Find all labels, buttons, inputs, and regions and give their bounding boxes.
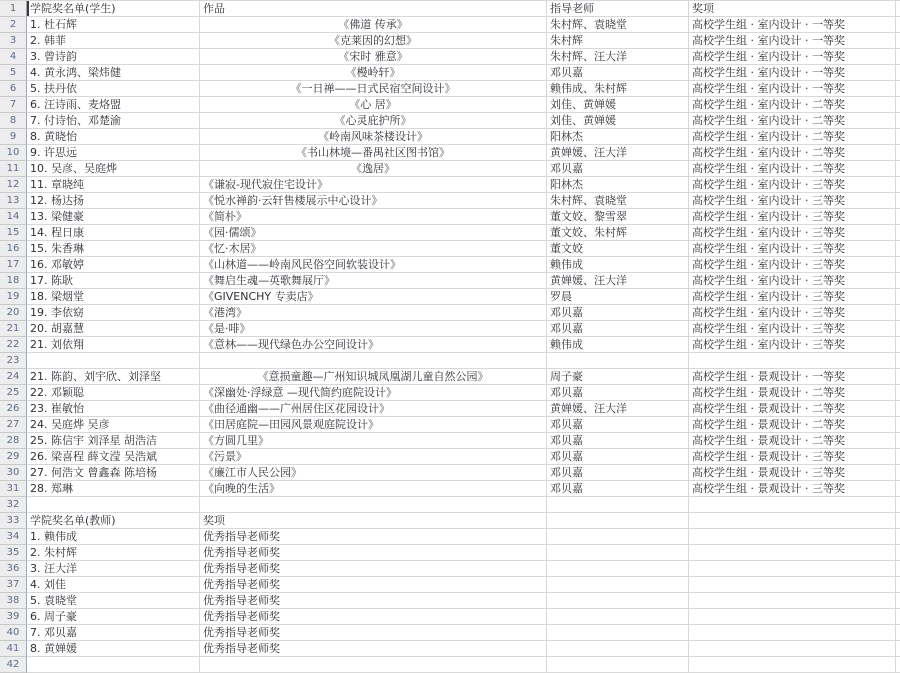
cell-B30[interactable]: 《廉江市人民公园》 [200,465,547,481]
grid-row [0,257,900,273]
row-header-27[interactable]: 27 [0,417,27,433]
grid-row [0,609,900,625]
cell-D3[interactable]: 高校学生组 · 室内设计 · 一等奖 [689,33,896,49]
cell-B19[interactable]: 《GIVENCHY 专卖店》 [200,289,547,305]
cell-E35[interactable] [896,545,900,561]
row-header-15[interactable]: 15 [0,225,27,241]
cell-E30[interactable] [896,465,900,481]
cell-B28[interactable]: 《方圆几里》 [200,433,547,449]
cell-E6[interactable] [896,81,900,97]
cell-C37[interactable] [547,577,689,593]
cell-B21[interactable]: 《是·啡》 [200,321,547,337]
cell-C39[interactable] [547,609,689,625]
cell-D19[interactable]: 高校学生组 · 室内设计 · 三等奖 [689,289,896,305]
cell-A42[interactable] [27,657,200,673]
cell-A20[interactable]: 19. 李依窈 [27,305,200,321]
row-header-13[interactable]: 13 [0,193,27,209]
grid-row [0,337,900,353]
cell-C41[interactable] [547,641,689,657]
cell-B15[interactable]: 《园·儒颂》 [200,225,547,241]
cell-E4[interactable] [896,49,900,65]
cell-C26[interactable]: 黄婵媛、汪大洋 [547,401,689,417]
cell-D27[interactable]: 高校学生组 · 景观设计 · 二等奖 [689,417,896,433]
cell-A6[interactable]: 5. 扶丹依 [27,81,200,97]
cell-A40[interactable]: 7. 邓贝嘉 [27,625,200,641]
cell-D16[interactable]: 高校学生组 · 室内设计 · 三等奖 [689,241,896,257]
row-header-9[interactable]: 9 [0,129,27,145]
cell-B41[interactable]: 优秀指导老师奖 [200,641,547,657]
cell-D22[interactable]: 高校学生组 · 室内设计 · 三等奖 [689,337,896,353]
cell-C3[interactable]: 朱村辉 [547,33,689,49]
cell-E42[interactable] [896,657,900,673]
cell-C30[interactable]: 邓贝嘉 [547,465,689,481]
cell-D21[interactable]: 高校学生组 · 室内设计 · 三等奖 [689,321,896,337]
cell-A28[interactable]: 25. 陈信宇 刘泽星 胡浩洁 [27,433,200,449]
grid-row [0,177,900,193]
grid-row [0,273,900,289]
cell-D12[interactable]: 高校学生组 · 室内设计 · 三等奖 [689,177,896,193]
cell-C2[interactable]: 朱村辉、袁晓堂 [547,17,689,33]
cell-B4[interactable]: 《宋时 雅意》 [200,49,547,65]
row-header-42[interactable]: 42 [0,657,27,673]
cell-B25[interactable]: 《深幽处·浮绿意 —现代简约庭院设计》 [200,385,547,401]
grid-row [0,49,900,65]
row-header-3[interactable]: 3 [0,33,27,49]
cell-C18[interactable]: 黄婵媛、汪大洋 [547,273,689,289]
cell-A12[interactable]: 11. 章晓纯 [27,177,200,193]
cell-C14[interactable]: 董文姣、黎雪翠 [547,209,689,225]
cell-E18[interactable] [896,273,900,289]
cell-E33[interactable] [896,513,900,529]
row-header-38[interactable]: 38 [0,593,27,609]
cell-C5[interactable]: 邓贝嘉 [547,65,689,81]
grid-row [0,161,900,177]
grid-row [0,113,900,129]
cell-D9[interactable]: 高校学生组 · 室内设计 · 二等奖 [689,129,896,145]
row-header-11[interactable]: 11 [0,161,27,177]
row-header-10[interactable]: 10 [0,145,27,161]
cell-B23[interactable] [200,353,547,369]
grid-row [0,1,900,17]
cell-D17[interactable]: 高校学生组 · 室内设计 · 三等奖 [689,257,896,273]
grid-row [0,97,900,113]
cell-E8[interactable] [896,113,900,129]
cell-E3[interactable] [896,33,900,49]
cell-B13[interactable]: 《悦水禅韵·云轩售楼展示中心设计》 [200,193,547,209]
cell-B7[interactable]: 《心 居》 [200,97,547,113]
cell-D25[interactable]: 高校学生组 · 景观设计 · 二等奖 [689,385,896,401]
cell-B36[interactable]: 优秀指导老师奖 [200,561,547,577]
cell-B6[interactable]: 《一日禅——日式民宿空间设计》 [200,81,547,97]
cell-C36[interactable] [547,561,689,577]
cell-A23[interactable] [27,353,200,369]
cell-A27[interactable]: 24. 吴庭烨 吴彦 [27,417,200,433]
row-header-34[interactable]: 34 [0,529,27,545]
grid-row [0,481,900,497]
cell-D1[interactable]: 奖项 [689,1,896,17]
cell-A34[interactable]: 1. 赖伟成 [27,529,200,545]
cell-D6[interactable]: 高校学生组 · 室内设计 · 一等奖 [689,81,896,97]
grid-row [0,193,900,209]
cell-C42[interactable] [547,657,689,673]
row-header-7[interactable]: 7 [0,97,27,113]
grid-row [0,145,900,161]
cell-B16[interactable]: 《忆·木居》 [200,241,547,257]
cell-E10[interactable] [896,145,900,161]
row-header-18[interactable]: 18 [0,273,27,289]
cell-B38[interactable]: 优秀指导老师奖 [200,593,547,609]
cell-B18[interactable]: 《舞启生魂—英歌舞展厅》 [200,273,547,289]
cell-D15[interactable]: 高校学生组 · 室内设计 · 三等奖 [689,225,896,241]
cell-B14[interactable]: 《简朴》 [200,209,547,225]
grid-row [0,369,900,385]
grid-row [0,513,900,529]
row-header-14[interactable]: 14 [0,209,27,225]
cell-D32[interactable] [689,497,896,513]
grid-row [0,561,900,577]
cell-E24[interactable] [896,369,900,385]
cell-D4[interactable]: 高校学生组 · 室内设计 · 一等奖 [689,49,896,65]
cell-D34[interactable] [689,529,896,545]
cell-A8[interactable]: 7. 付诗怡、邓楚渝 [27,113,200,129]
cell-E23[interactable] [896,353,900,369]
row-header-36[interactable]: 36 [0,561,27,577]
cell-A26[interactable]: 23. 崔敏怡 [27,401,200,417]
row-header-25[interactable]: 25 [0,385,27,401]
cell-C23[interactable] [547,353,689,369]
grid-row [0,305,900,321]
cell-A9[interactable]: 8. 黄晓怡 [27,129,200,145]
cell-A18[interactable]: 17. 陈耿 [27,273,200,289]
row-header-1[interactable]: 1 [0,1,27,17]
cell-C35[interactable] [547,545,689,561]
cell-A30[interactable]: 27. 何浩文 曾鑫森 陈培杨 [27,465,200,481]
row-header-23[interactable]: 23 [0,353,27,369]
cell-A4[interactable]: 3. 曾诗韵 [27,49,200,65]
cell-D24[interactable]: 高校学生组 · 景观设计 · 一等奖 [689,369,896,385]
row-header-6[interactable]: 6 [0,81,27,97]
cell-C27[interactable]: 邓贝嘉 [547,417,689,433]
cell-B20[interactable]: 《港湾》 [200,305,547,321]
cell-E19[interactable] [896,289,900,305]
cell-E39[interactable] [896,609,900,625]
cell-C19[interactable]: 罗晨 [547,289,689,305]
cell-E36[interactable] [896,561,900,577]
cell-B42[interactable] [200,657,547,673]
cell-C8[interactable]: 刘佳、黄婵媛 [547,113,689,129]
row-header-20[interactable]: 20 [0,305,27,321]
row-header-8[interactable]: 8 [0,113,27,129]
cell-A13[interactable]: 12. 杨达扬 [27,193,200,209]
cell-E16[interactable] [896,241,900,257]
cell-D28[interactable]: 高校学生组 · 景观设计 · 二等奖 [689,433,896,449]
cell-E17[interactable] [896,257,900,273]
cell-B34[interactable]: 优秀指导老师奖 [200,529,547,545]
cell-E1[interactable] [896,1,900,17]
cell-E20[interactable] [896,305,900,321]
cell-B11[interactable]: 《逸居》 [200,161,547,177]
cell-A19[interactable]: 18. 梁烟堂 [27,289,200,305]
cell-C25[interactable]: 邓贝嘉 [547,385,689,401]
cell-A10[interactable]: 9. 许思远 [27,145,200,161]
cell-A7[interactable]: 6. 汪诗雨、麦烙盟 [27,97,200,113]
grid-row [0,657,900,673]
row-header-4[interactable]: 4 [0,49,27,65]
row-header-35[interactable]: 35 [0,545,27,561]
cell-E25[interactable] [896,385,900,401]
cell-D40[interactable] [689,625,896,641]
cell-B31[interactable]: 《向晚的生活》 [200,481,547,497]
cell-B8[interactable]: 《心灵庇护所》 [200,113,547,129]
cell-B35[interactable]: 优秀指导老师奖 [200,545,547,561]
cell-C24[interactable]: 周子豪 [547,369,689,385]
cell-C21[interactable]: 邓贝嘉 [547,321,689,337]
cell-E32[interactable] [896,497,900,513]
cell-D10[interactable]: 高校学生组 · 室内设计 · 二等奖 [689,145,896,161]
cell-E31[interactable] [896,481,900,497]
cell-C40[interactable] [547,625,689,641]
cell-E15[interactable] [896,225,900,241]
cell-C10[interactable]: 黄婵媛、汪大洋 [547,145,689,161]
cell-C32[interactable] [547,497,689,513]
cell-A31[interactable]: 28. 郑琳 [27,481,200,497]
cell-D41[interactable] [689,641,896,657]
row-header-37[interactable]: 37 [0,577,27,593]
cell-A29[interactable]: 26. 梁喜程 薛文滢 吴浩斌 [27,449,200,465]
cell-C15[interactable]: 董文姣、朱村辉 [547,225,689,241]
row-header-40[interactable]: 40 [0,625,27,641]
cell-B10[interactable]: 《书山林境—番禺社区图书馆》 [200,145,547,161]
row-header-2[interactable]: 2 [0,17,27,33]
cell-C22[interactable]: 赖伟成 [547,337,689,353]
cell-B22[interactable]: 《意林——现代绿色办公空间设计》 [200,337,547,353]
grid-row [0,401,900,417]
grid-row [0,241,900,257]
cell-D35[interactable] [689,545,896,561]
cell-C31[interactable]: 邓贝嘉 [547,481,689,497]
cell-B5[interactable]: 《槾岭轩》 [200,65,547,81]
cell-E28[interactable] [896,433,900,449]
row-header-17[interactable]: 17 [0,257,27,273]
cell-D29[interactable]: 高校学生组 · 景观设计 · 三等奖 [689,449,896,465]
cell-C13[interactable]: 朱村辉、袁晓堂 [547,193,689,209]
row-header-22[interactable]: 22 [0,337,27,353]
cell-B24[interactable]: 《意损童趣—广州知识城凤凰湖儿童自然公园》 [200,369,547,385]
row-header-12[interactable]: 12 [0,177,27,193]
grid-row [0,625,900,641]
cell-C1[interactable]: 指导老师 [547,1,689,17]
row-header-28[interactable]: 28 [0,433,27,449]
cell-B29[interactable]: 《污景》 [200,449,547,465]
row-header-24[interactable]: 24 [0,369,27,385]
cell-A22[interactable]: 21. 刘依翔 [27,337,200,353]
cell-D33[interactable] [689,513,896,529]
cell-E22[interactable] [896,337,900,353]
cell-C7[interactable]: 刘佳、黄婵媛 [547,97,689,113]
cell-A17[interactable]: 16. 邓敏婷 [27,257,200,273]
cell-D37[interactable] [689,577,896,593]
row-header-26[interactable]: 26 [0,401,27,417]
cell-E5[interactable] [896,65,900,81]
grid-row [0,417,900,433]
cell-C33[interactable] [547,513,689,529]
cell-C20[interactable]: 邓贝嘉 [547,305,689,321]
cell-B17[interactable]: 《山林道——岭南风民俗空间软装设计》 [200,257,547,273]
cell-C17[interactable]: 赖伟成 [547,257,689,273]
cell-B1[interactable]: 作品 [200,1,547,17]
grid-row [0,385,900,401]
cell-E21[interactable] [896,321,900,337]
grid-row [0,81,900,97]
cell-E13[interactable] [896,193,900,209]
cell-D13[interactable]: 高校学生组 · 室内设计 · 三等奖 [689,193,896,209]
cell-E29[interactable] [896,449,900,465]
cell-D36[interactable] [689,561,896,577]
cell-A39[interactable]: 6. 周子豪 [27,609,200,625]
row-header-21[interactable]: 21 [0,321,27,337]
cell-E7[interactable] [896,97,900,113]
grid-row [0,33,900,49]
grid-row [0,497,900,513]
cell-B12[interactable]: 《谦寂-现代寂住宅设计》 [200,177,547,193]
cell-E27[interactable] [896,417,900,433]
cell-A36[interactable]: 3. 汪大洋 [27,561,200,577]
cell-E9[interactable] [896,129,900,145]
cell-B9[interactable]: 《岭南风味茶楼设计》 [200,129,547,145]
cell-A37[interactable]: 4. 刘佳 [27,577,200,593]
cell-D5[interactable]: 高校学生组 · 室内设计 · 一等奖 [689,65,896,81]
cell-E26[interactable] [896,401,900,417]
cell-E2[interactable] [896,17,900,33]
cell-E11[interactable] [896,161,900,177]
cell-D38[interactable] [689,593,896,609]
cell-A21[interactable]: 20. 胡嘉慧 [27,321,200,337]
cell-A38[interactable]: 5. 袁晓堂 [27,593,200,609]
cell-C29[interactable]: 邓贝嘉 [547,449,689,465]
cell-A16[interactable]: 15. 朱香琳 [27,241,200,257]
cell-D18[interactable]: 高校学生组 · 室内设计 · 三等奖 [689,273,896,289]
row-header-31[interactable]: 31 [0,481,27,497]
cell-C9[interactable]: 阳林杰 [547,129,689,145]
cell-A41[interactable]: 8. 黄婵媛 [27,641,200,657]
cell-C28[interactable]: 邓贝嘉 [547,433,689,449]
cell-E34[interactable] [896,529,900,545]
cell-D2[interactable]: 高校学生组 · 室内设计 · 一等奖 [689,17,896,33]
cell-A32[interactable] [27,497,200,513]
cell-C6[interactable]: 赖伟成、朱村辉 [547,81,689,97]
cell-C34[interactable] [547,529,689,545]
cell-B33[interactable]: 奖项 [200,513,547,529]
row-header-5[interactable]: 5 [0,65,27,81]
cell-B26[interactable]: 《曲径通幽——广州居住区花园设计》 [200,401,547,417]
cell-A1[interactable]: 学院奖名单(学生) [27,1,200,17]
row-header-39[interactable]: 39 [0,609,27,625]
grid-row [0,593,900,609]
row-header-41[interactable]: 41 [0,641,27,657]
grid-row [0,353,900,369]
cell-D8[interactable]: 高校学生组 · 室内设计 · 二等奖 [689,113,896,129]
row-header-32[interactable]: 32 [0,497,27,513]
grid-row [0,641,900,657]
grid-row [0,465,900,481]
cell-C16[interactable]: 董文姣 [547,241,689,257]
cell-A2[interactable]: 1. 杜石辉 [27,17,200,33]
cell-A25[interactable]: 22. 邓颖聪 [27,385,200,401]
cell-D11[interactable]: 高校学生组 · 室内设计 · 二等奖 [689,161,896,177]
cell-A5[interactable]: 4. 黄永鸿、梁炜健 [27,65,200,81]
cell-A33[interactable]: 学院奖名单(教师) [27,513,200,529]
grid-row [0,545,900,561]
cell-B32[interactable] [200,497,547,513]
grid-row [0,449,900,465]
grid-row [0,225,900,241]
cell-D20[interactable]: 高校学生组 · 室内设计 · 三等奖 [689,305,896,321]
cell-C38[interactable] [547,593,689,609]
cell-A11[interactable]: 10. 吴彦、吴庭烨 [27,161,200,177]
row-header-33[interactable]: 33 [0,513,27,529]
cell-C4[interactable]: 朱村辉、汪大洋 [547,49,689,65]
row-header-29[interactable]: 29 [0,449,27,465]
grid-row [0,209,900,225]
cell-B2[interactable]: 《佛道 传承》 [200,17,547,33]
cell-E38[interactable] [896,593,900,609]
cell-D31[interactable]: 高校学生组 · 景观设计 · 三等奖 [689,481,896,497]
cell-D42[interactable] [689,657,896,673]
grid-row [0,433,900,449]
cell-E40[interactable] [896,625,900,641]
cell-D30[interactable]: 高校学生组 · 景观设计 · 三等奖 [689,465,896,481]
cell-A35[interactable]: 2. 朱村辉 [27,545,200,561]
cell-D26[interactable]: 高校学生组 · 景观设计 · 二等奖 [689,401,896,417]
cell-E14[interactable] [896,209,900,225]
grid-row [0,321,900,337]
cell-B27[interactable]: 《田居庭院—田园风景观庭院设计》 [200,417,547,433]
cell-A24[interactable]: 21. 陈韵、刘宇欣、刘泽坚 [27,369,200,385]
cell-B39[interactable]: 优秀指导老师奖 [200,609,547,625]
row-header-16[interactable]: 16 [0,241,27,257]
cell-B37[interactable]: 优秀指导老师奖 [200,577,547,593]
cell-A14[interactable]: 13. 梁健豪 [27,209,200,225]
grid-row [0,17,900,33]
grid-row [0,577,900,593]
cell-A3[interactable]: 2. 韩菲 [27,33,200,49]
grid-row [0,65,900,81]
grid-row [0,529,900,545]
cell-D14[interactable]: 高校学生组 · 室内设计 · 三等奖 [689,209,896,225]
cell-D7[interactable]: 高校学生组 · 室内设计 · 二等奖 [689,97,896,113]
cell-E37[interactable] [896,577,900,593]
cell-B3[interactable]: 《克莱因的幻想》 [200,33,547,49]
cell-C11[interactable]: 邓贝嘉 [547,161,689,177]
grid-row [0,289,900,305]
cell-C12[interactable]: 阳林杰 [547,177,689,193]
cell-E41[interactable] [896,641,900,657]
cell-D39[interactable] [689,609,896,625]
cell-A15[interactable]: 14. 程日康 [27,225,200,241]
cell-D23[interactable] [689,353,896,369]
row-header-30[interactable]: 30 [0,465,27,481]
row-header-19[interactable]: 19 [0,289,27,305]
grid-row [0,129,900,145]
cell-B40[interactable]: 优秀指导老师奖 [200,625,547,641]
cell-E12[interactable] [896,177,900,193]
